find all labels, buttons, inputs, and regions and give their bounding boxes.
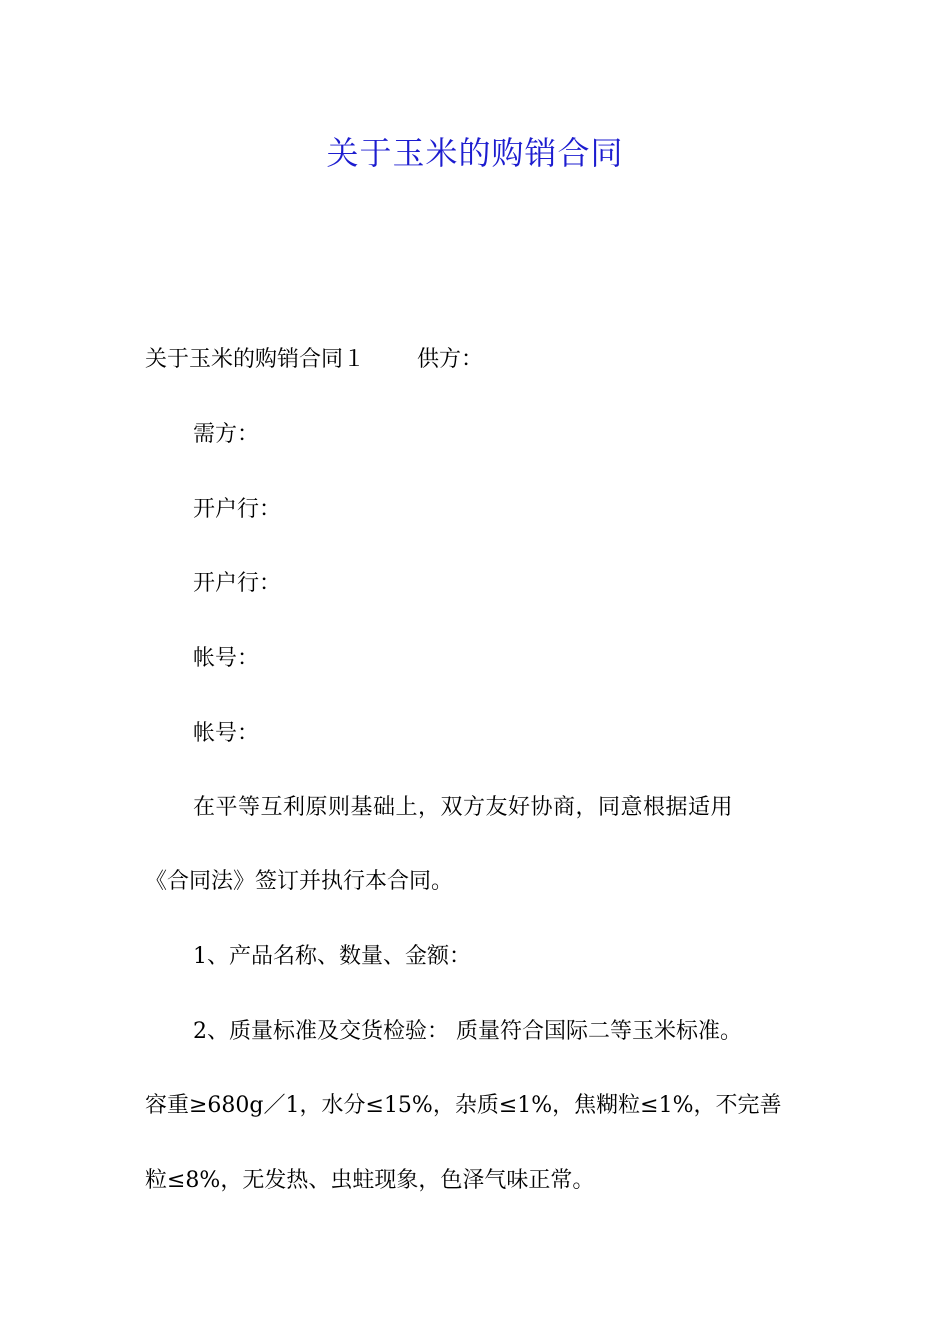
- supplier-label: 供方：: [417, 347, 484, 372]
- bank-label-supplier: 开户行：: [193, 497, 282, 522]
- contract-subtitle: 关于玉米的购销合同１: [145, 347, 366, 372]
- clause-1-heading: 1、产品名称、数量、金额：: [193, 944, 471, 969]
- clause-2-line-3: 粒≤8%，无发热、虫蛀现象，色泽气味正常。: [145, 1168, 595, 1193]
- bank-label-buyer: 开户行：: [193, 571, 282, 596]
- account-label-buyer: 帐号：: [193, 721, 260, 746]
- clause-2-line-1: 2、质量标准及交货检验： 质量符合国际二等玉米标准。: [193, 1019, 742, 1044]
- document-title: 关于玉米的购销合同: [326, 134, 624, 172]
- clause-2-line-2: 容重≥680g／1，水分≤15%，杂质≤1%，焦糊粒≤1%，不完善: [145, 1093, 782, 1118]
- heading-line: [145, 340, 815, 380]
- buyer-label: 需方：: [193, 422, 260, 447]
- account-label-supplier: 帐号：: [193, 646, 260, 671]
- intro-paragraph-line-2: 《合同法》签订并执行本合同。: [145, 869, 454, 894]
- intro-paragraph-line-1: 在平等互利原则基础上，双方友好协商，同意根据适用: [193, 795, 734, 820]
